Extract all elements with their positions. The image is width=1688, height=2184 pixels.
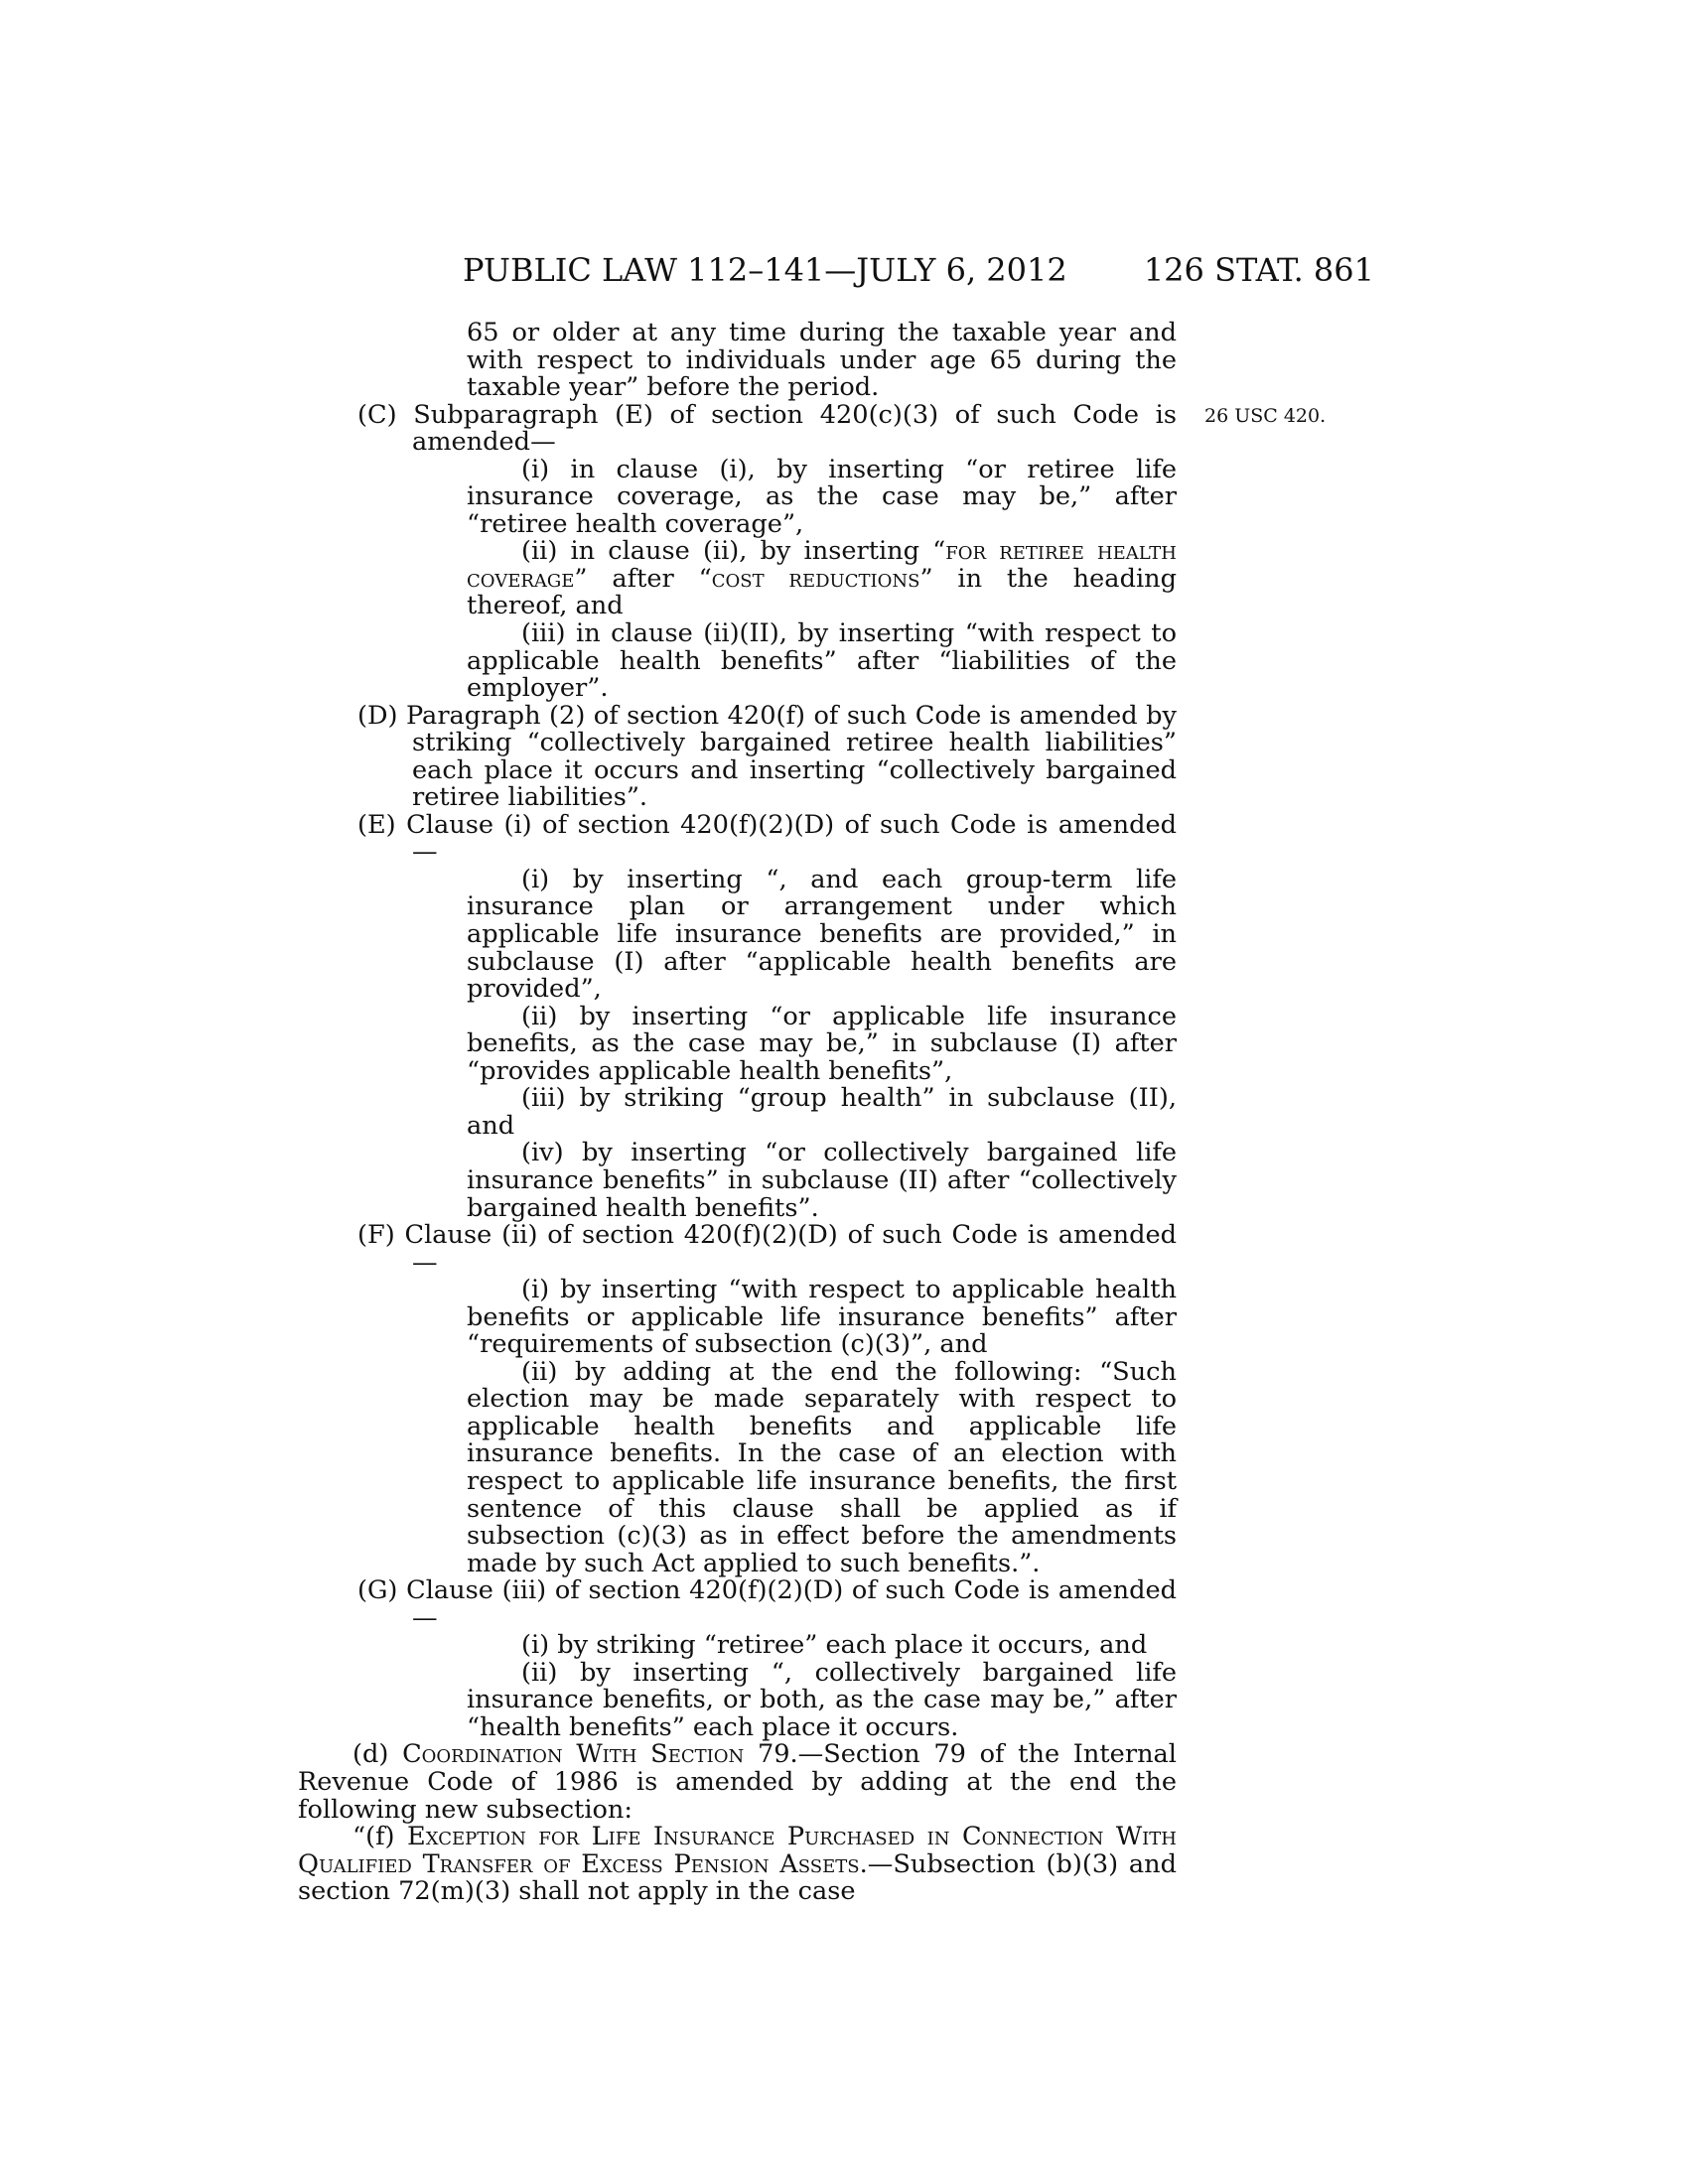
- clause-c-ii: [298, 538, 1177, 620]
- clause-c-ii-smallcaps-2: cost reductions: [711, 563, 920, 594]
- clause-e-iv: (iv) by inserting “or collectively bargained life insurance benefits” in subclause (II) after “collectively bargained health benefits”.: [467, 1138, 1177, 1223]
- subsection-f-text-a: “(f): [352, 1822, 408, 1852]
- paragraph-continuation: 65 or older at any time during the taxable year and with respect to individuals under age 65 during the taxable year” before the period.: [467, 318, 1177, 403]
- clause-e-i: (i) by inserting “, and each group-term life insurance plan or arrangement under which applicable life insurance benefits are provided,” in subclause (I) after “applicable health benefits are provided”,: [467, 864, 1177, 1005]
- subparagraph-e: (E) Clause (i) of section 420(f)(2)(D) of such Code is amended—: [357, 809, 1177, 868]
- running-head: [463, 250, 1374, 290]
- clause-e-ii: (ii) by inserting “or applicable life insurance benefits, as the case may be,” in subclause (I) after “provides applicable health benefits”,: [467, 1001, 1177, 1086]
- subsection-f-text-b: .—Subsection (b)(3) and section 72(m)(3) shall not apply in the case: [298, 1848, 1177, 1907]
- clause-c-ii-text-c: ” in the heading thereof, and: [467, 563, 1178, 621]
- body-text: [298, 320, 1177, 1906]
- statute-page-number: 126 STAT. 861: [1143, 251, 1374, 289]
- clause-e-iii: (iii) by striking “group health” in subclause (II), and: [467, 1083, 1177, 1141]
- subparagraph-c: (C) Subparagraph (E) of section 420(c)(3) of such Code is amended—: [357, 399, 1177, 458]
- running-head-title: PUBLIC LAW 112–141—JULY 6, 2012: [463, 251, 1067, 289]
- subsection-f-heading: Exception for Life Insurance Purchased in Connection With Qualified Transfer of Excess Pension Assets: [298, 1822, 1177, 1879]
- subparagraph-f: (F) Clause (ii) of section 420(f)(2)(D) of such Code is amended—: [357, 1220, 1177, 1278]
- clause-c-i: (i) in clause (i), by inserting “or retiree life insurance coverage, as the case may be,” after “retiree health coverage”,: [467, 454, 1177, 539]
- clause-c-ii-text-a: (ii) in clause (ii), by inserting “: [521, 536, 946, 567]
- clause-c-iii: (iii) in clause (ii)(II), by inserting “with respect to applicable health benefits” after “liabilities of the employer”.: [467, 618, 1177, 704]
- clause-f-ii: (ii) by adding at the end the following: “Such election may be made separately with respect to applicable health benefits and applicable life insurance benefits. In the case of an election with respect to applicable life insurance benefits, the first sentence of this clause shall be applied as if subsection (c)(3) as in effect before the amendments made by such Act applied to such benefits.”.: [467, 1356, 1177, 1578]
- new-subsection-f: [298, 1824, 1177, 1906]
- clause-f-i: (i) by inserting “with respect to applicable health benefits or applicable life insurance benefits” after “requirements of subsection (c)(3)”, and: [467, 1275, 1177, 1360]
- margin-citation: 26 USC 420.: [1204, 405, 1327, 427]
- subsection-d-heading: Coordination With Section: [402, 1739, 745, 1770]
- clause-c-ii-text-b: ” after “: [574, 563, 712, 594]
- clause-g-ii: (ii) by inserting “, collectively bargained life insurance benefits, or both, as the case may be,” after “health benefits” each place it occurs.: [467, 1657, 1177, 1742]
- subsection-d: [298, 1741, 1177, 1824]
- subparagraph-d: (D) Paragraph (2) of section 420(f) of such Code is amended by striking “collectively bargained retiree health liabilities” each place it occurs and inserting “collectively bargained retiree liabilities”.: [357, 700, 1177, 813]
- subsection-d-text-b: 79.—Section 79 of the Internal Revenue Code of 1986 is amended by adding at the end the following new subsection:: [298, 1739, 1177, 1825]
- clause-c-ii-smallcaps-1: for retiree health coverage: [467, 536, 1177, 594]
- subsection-d-text-a: (d): [352, 1739, 403, 1770]
- clause-g-i: (i) by striking “retiree” each place it occurs, and: [521, 1630, 1148, 1661]
- subparagraph-g: (G) Clause (iii) of section 420(f)(2)(D) of such Code is amended—: [357, 1575, 1177, 1633]
